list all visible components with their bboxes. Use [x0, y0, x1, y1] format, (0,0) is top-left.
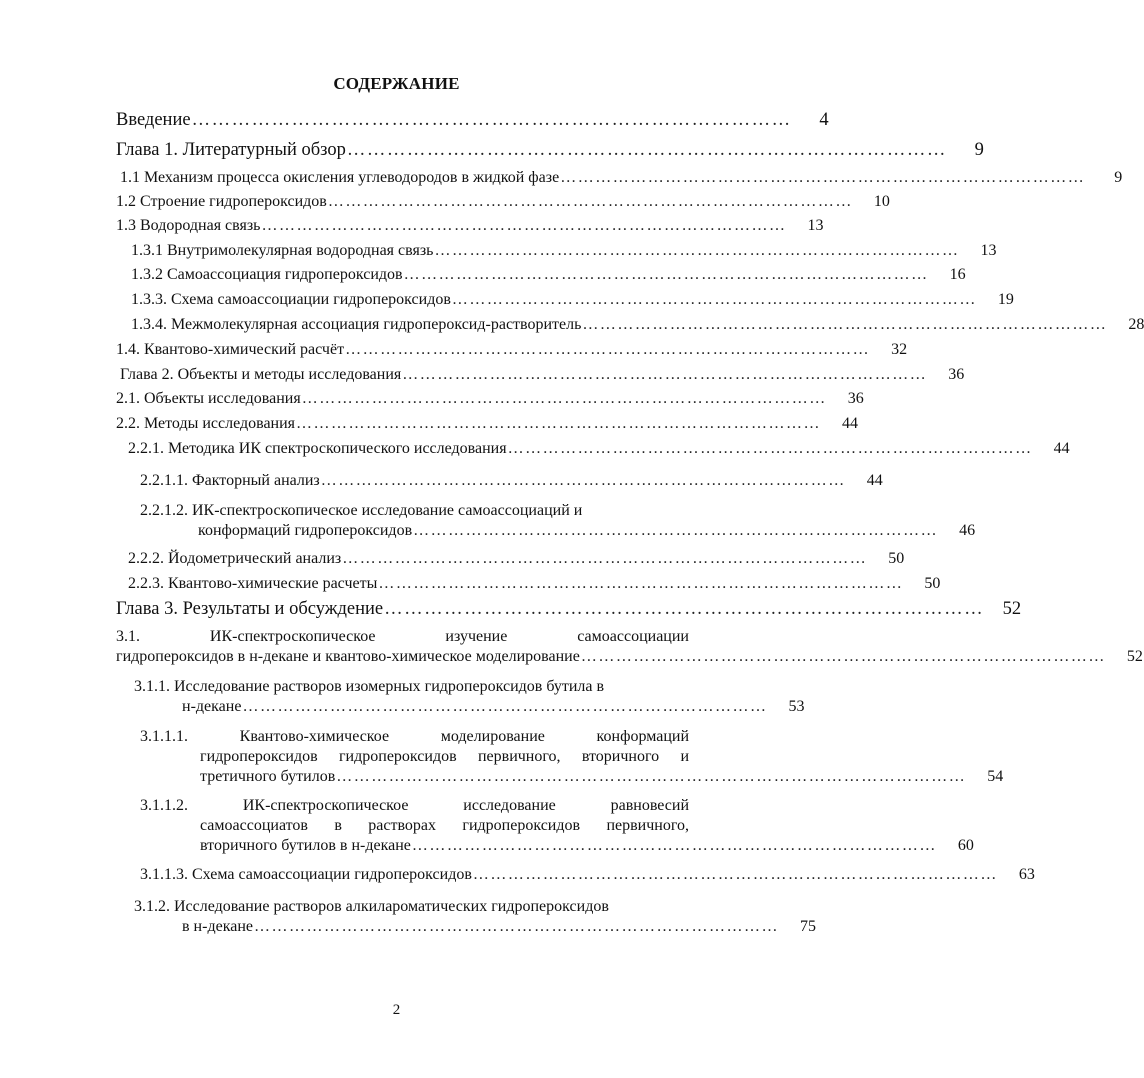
dot-leader: ……………………………………………………………………………… — [580, 648, 1106, 665]
toc-entry-title-cont: конформаций гидропероксидов — [198, 522, 413, 539]
toc-entry-title: 1.3.4. Межмолекулярная ассоциация гидропероксид-растворитель — [131, 316, 582, 333]
toc-entry[interactable] — [131, 242, 997, 260]
toc-entry-title: 2.2.2. Йодометрический анализ — [128, 550, 342, 567]
toc-entry-title-cont: третичного бутилов — [200, 768, 336, 785]
dot-leader: ……………………………………………………………………………… — [253, 918, 779, 935]
toc-entry-page: 53 — [788, 698, 805, 715]
dot-leader: ……………………………………………………………………………… — [507, 440, 1033, 457]
toc-entry[interactable] — [120, 366, 965, 384]
toc-entry-title: 3.1.1. Исследование растворов изомерных гидропероксидов бутила в — [134, 678, 605, 695]
toc-entry[interactable] — [116, 415, 859, 433]
toc-entry-title: Введение — [116, 110, 191, 130]
toc-entry[interactable] — [116, 628, 1143, 666]
toc-entry-page: 16 — [949, 266, 966, 283]
toc-entry-title: 1.3 Водородная связь — [116, 217, 261, 234]
toc-entry-title-cont: самоассоциатов в растворах гидропероксидов первичного, — [200, 817, 689, 834]
toc-entry-title: 3.1. ИК-спектроскопическое изучение самоассоциации — [116, 628, 689, 645]
toc-entry[interactable] — [128, 550, 905, 568]
toc-entry[interactable] — [140, 866, 1035, 884]
dot-leader: ……………………………………………………………………………… — [413, 522, 939, 539]
toc-entry-title: 2.2.1. Методика ИК спектроскопического исследования — [128, 440, 507, 457]
toc-entry-page: 60 — [957, 837, 974, 854]
toc-entry-page: 44 — [866, 472, 883, 489]
toc-entry-page: 10 — [873, 193, 890, 210]
toc-entry[interactable] — [116, 217, 824, 235]
toc-entry-title-cont: гидропероксидов в н-декане и квантово-химическое моделирование — [116, 648, 580, 665]
toc-entry-page: 9 — [974, 140, 984, 160]
toc-entry[interactable] — [134, 898, 816, 936]
toc-entry-title: 2.1. Объекты исследования — [116, 390, 301, 407]
dot-leader: ……………………………………………………………………………… — [346, 140, 947, 160]
toc-entry-title: 2.2.1.2. ИК-спектроскопическое исследование самоассоциаций и — [140, 502, 583, 519]
toc-entry-line — [198, 522, 976, 540]
toc-entry-page: 54 — [987, 768, 1004, 785]
dot-leader: ……………………………………………………………………………… — [411, 837, 937, 854]
toc-entry[interactable] — [116, 390, 864, 408]
toc-entry-title: 1.1 Механизм процесса окисления углеводородов в жидкой фазе — [120, 169, 560, 186]
toc-entry[interactable] — [134, 678, 805, 716]
toc-entry-line — [140, 502, 731, 520]
toc-entry[interactable] — [140, 502, 976, 540]
dot-leader: ……………………………………………………………………………… — [320, 472, 846, 489]
toc-entry-title: 1.2 Строение гидропероксидов — [116, 193, 327, 210]
toc-entry-title: 2.2.3. Квантово-химические расчеты — [128, 575, 378, 592]
dot-leader: ……………………………………………………………………………… — [384, 599, 985, 619]
toc-entry-page: 50 — [924, 575, 941, 592]
toc-entry[interactable] — [116, 341, 908, 359]
toc-entry-page: 44 — [1053, 440, 1070, 457]
toc-entry-page: 9 — [1114, 169, 1123, 186]
dot-leader: ……………………………………………………………………………… — [378, 575, 904, 592]
dot-leader: ……………………………………………………………………………… — [242, 698, 768, 715]
toc-entry-page: 36 — [948, 366, 965, 383]
toc-entry-title: 2.2. Методы исследования — [116, 415, 296, 432]
toc-entry-line — [116, 648, 1143, 666]
toc-entry-title: 1.3.1 Внутримолекулярная водородная связь — [131, 242, 434, 259]
toc-entry[interactable] — [116, 140, 984, 161]
toc-entry-title: 3.1.1.3. Схема самоассоциации гидропероксидов — [140, 866, 472, 883]
dot-leader: ……………………………………………………………………………… — [451, 291, 977, 308]
toc-entry-title: 1.3.2 Самоассоциация гидропероксидов — [131, 266, 403, 283]
toc-entry-title: 2.2.1.1. Факторный анализ — [140, 472, 320, 489]
dot-leader: ……………………………………………………………………………………………… — [336, 768, 967, 785]
dot-leader: ……………………………………………………………………………… — [434, 242, 960, 259]
toc-entry-page: 52 — [1126, 648, 1143, 665]
toc-entry-title: Глава 2. Объекты и методы исследования — [120, 366, 402, 383]
dot-leader: ……………………………………………………………………………… — [582, 316, 1108, 333]
toc-entry[interactable] — [116, 599, 1022, 620]
toc-entry[interactable] — [140, 728, 1004, 786]
dot-leader: ……………………………………………………………………………… — [261, 217, 787, 234]
page-title: СОДЕРЖАНИЕ — [333, 74, 460, 93]
toc-entry[interactable] — [140, 472, 883, 490]
dot-leader: ……………………………………………………………………………… — [301, 390, 827, 407]
toc-entry-line — [134, 678, 731, 696]
toc-entry-title: 1.3.3. Схема самоассоциации гидропероксидов — [131, 291, 451, 308]
toc-entry[interactable] — [128, 440, 1070, 458]
toc-entry-title-cont: н-декане — [182, 698, 242, 715]
toc-entry[interactable] — [131, 266, 966, 284]
dot-leader: ……………………………………………………………………………… — [191, 110, 792, 130]
toc-entry-title: 3.1.1.1. Квантово-химическое моделирование конформаций — [140, 728, 689, 745]
toc-entry-page: 75 — [799, 918, 816, 935]
toc-entry-page: 44 — [842, 415, 859, 432]
toc-entry-page: 13 — [807, 217, 824, 234]
toc-entry-page: 52 — [1002, 599, 1022, 619]
toc-entry-line — [134, 898, 731, 916]
toc-entry-title: 1.4. Квантово-химический расчёт — [116, 341, 345, 358]
toc-entry-title: 3.1.2. Исследование растворов алкилароматических гидропероксидов — [134, 898, 609, 915]
toc-entry-page: 4 — [819, 110, 829, 130]
toc-entry[interactable] — [140, 797, 974, 855]
dot-leader: ……………………………………………………………………………… — [403, 266, 929, 283]
toc-entry[interactable] — [120, 169, 1123, 187]
dot-leader: ……………………………………………………………………………… — [296, 415, 822, 432]
toc-entry-page: 36 — [847, 390, 864, 407]
toc-entry-title-cont: вторичного бутилов в н-декане — [200, 837, 411, 854]
toc-entry[interactable] — [116, 193, 890, 211]
toc-entry-line — [200, 768, 1004, 786]
toc-entry-line — [182, 698, 805, 716]
toc-entry-title: 3.1.1.2. ИК-спектроскопическое исследование равновесий — [140, 797, 689, 814]
dot-leader: ……………………………………………………………………………… — [345, 341, 871, 358]
dot-leader: ……………………………………………………………………………… — [472, 866, 998, 883]
toc-entry-page: 19 — [997, 291, 1014, 308]
toc-entry[interactable] — [128, 575, 941, 593]
toc-entry-page: 13 — [980, 242, 997, 259]
page-number: 2 — [392, 1002, 401, 1018]
dot-leader: ……………………………………………………………………………… — [402, 366, 928, 383]
toc-entry-page: 50 — [888, 550, 905, 567]
toc-entry-line — [200, 837, 974, 855]
toc-entry-title-cont: в н-декане — [182, 918, 253, 935]
dot-leader: ……………………………………………………………………………… — [560, 169, 1086, 186]
toc-entry[interactable] — [116, 110, 829, 131]
toc-entry-page: 32 — [891, 341, 908, 358]
dot-leader: ……………………………………………………………………………… — [327, 193, 853, 210]
toc-entry[interactable] — [131, 316, 1144, 334]
toc-entry-line — [182, 918, 816, 936]
toc-entry-title: Глава 1. Литературный обзор — [116, 140, 346, 160]
toc-entry-title-cont: гидропероксидов гидропероксидов первичного, вторичного и — [200, 748, 689, 765]
toc-entry-page: 28 — [1128, 316, 1144, 333]
toc-entry-page: 46 — [959, 522, 976, 539]
toc-entry-title: Глава 3. Результаты и обсуждение — [116, 599, 384, 619]
toc-entry-page: 63 — [1018, 866, 1035, 883]
dot-leader: ……………………………………………………………………………… — [342, 550, 868, 567]
toc-entry[interactable] — [131, 291, 1014, 309]
